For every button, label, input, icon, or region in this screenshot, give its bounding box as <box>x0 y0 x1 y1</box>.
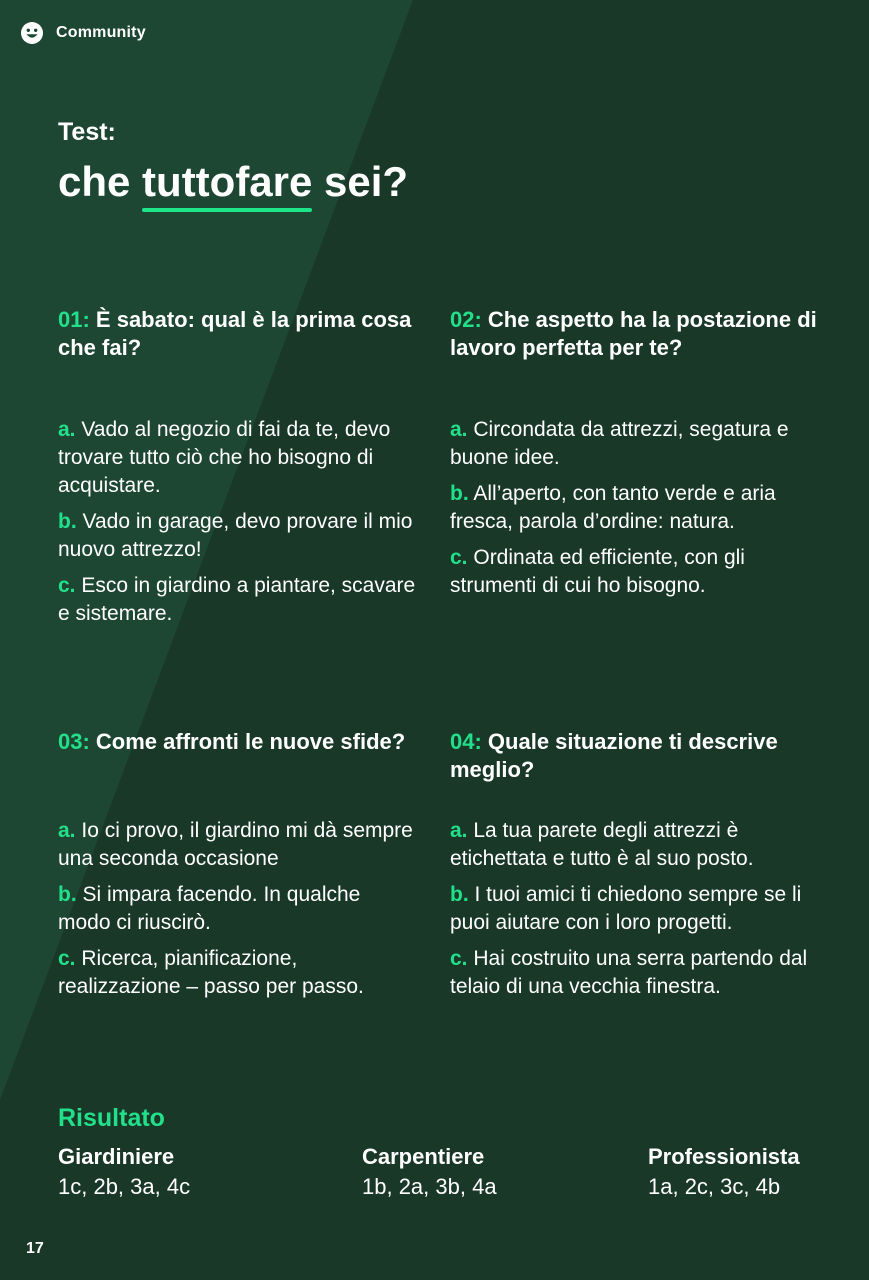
answer-a <box>58 416 418 500</box>
answer-text: Io ci provo, il giardino mi dà sempre una seconda occasione <box>58 819 413 870</box>
answer-text: Ricerca, pianificazione, realizzazione – passo per passo. <box>58 947 364 998</box>
answer-a <box>58 817 418 873</box>
answer-letter: a. <box>450 418 468 441</box>
answer-text: Ordinata ed efficiente, con gli strumenti di cui ho bisogno. <box>450 546 745 597</box>
result-name: Carpentiere <box>362 1144 485 1169</box>
answer-text: Vado al negozio di fai da te, devo trovare tutto ciò che ho bisogno di acquistare. <box>58 418 391 497</box>
answer-letter: a. <box>58 819 76 842</box>
answer-a <box>450 817 830 873</box>
title-kicker: Test: <box>58 118 116 146</box>
smiley-face-icon <box>20 21 44 45</box>
answer-letter: a. <box>450 819 468 842</box>
page-title <box>58 158 408 206</box>
title-before: che <box>58 158 131 205</box>
result-name: Professionista <box>648 1144 800 1169</box>
answer-letter: b. <box>58 510 77 533</box>
question-title <box>58 306 418 362</box>
answer-letter: b. <box>58 883 77 906</box>
answer-a <box>450 416 830 472</box>
result-codes: 1b, 2a, 3b, 4a <box>362 1174 497 1199</box>
answer-b <box>58 881 418 937</box>
question-title <box>450 306 830 362</box>
question-title <box>58 728 418 756</box>
result-item <box>648 1142 800 1202</box>
result-item <box>362 1142 497 1202</box>
answer-b <box>58 508 418 564</box>
answer-text: Circondata da attrezzi, segatura e buone idee. <box>450 418 789 469</box>
question-number: 03: <box>58 729 90 754</box>
question-title <box>450 728 830 784</box>
answer-text: All’aperto, con tanto verde e aria fresca, parola d’ordine: natura. <box>450 482 776 533</box>
question-number: 02: <box>450 307 482 332</box>
answer-letter: c. <box>450 546 468 569</box>
answer-text: La tua parete degli attrezzi è etichettata e tutto è al suo posto. <box>450 819 754 870</box>
answer-list <box>58 416 418 636</box>
answer-letter: b. <box>450 482 469 505</box>
question-1 <box>58 306 418 625</box>
answer-letter: a. <box>58 418 76 441</box>
answer-c <box>58 572 418 628</box>
question-4 <box>450 728 830 998</box>
section-label: Community <box>56 24 146 41</box>
answer-list <box>58 817 418 1009</box>
answer-c <box>58 945 418 1001</box>
title-highlight: tuttofare <box>142 158 313 205</box>
question-text: Che aspetto ha la postazione di lavoro perfetta per te? <box>450 307 817 360</box>
answer-text: Si impara facendo. In qualche modo ci riuscirò. <box>58 883 361 934</box>
result-codes: 1a, 2c, 3c, 4b <box>648 1174 781 1199</box>
answer-letter: c. <box>450 947 468 970</box>
answer-text: Hai costruito una serra partendo dal telaio di una vecchia finestra. <box>450 947 808 998</box>
answer-c <box>450 945 830 1001</box>
answer-list <box>450 416 830 608</box>
question-2 <box>450 306 830 597</box>
answer-text: Esco in giardino a piantare, scavare e sistemare. <box>58 574 416 625</box>
answer-list <box>450 817 830 1009</box>
answer-b <box>450 480 830 536</box>
answer-text: Vado in garage, devo provare il mio nuovo attrezzo! <box>58 510 413 561</box>
answer-text: I tuoi amici ti chiedono sempre se li puoi aiutare con i loro progetti. <box>450 883 802 934</box>
results-heading: Risultato <box>58 1104 165 1132</box>
result-codes: 1c, 2b, 3a, 4c <box>58 1174 191 1199</box>
answer-letter: c. <box>58 947 76 970</box>
answer-c <box>450 544 830 600</box>
section-header <box>20 20 146 46</box>
question-text: Come affronti le nuove sfide? <box>95 729 406 754</box>
question-text: Quale situazione ti descrive meglio? <box>450 729 778 782</box>
answer-b <box>450 881 830 937</box>
title-after: sei? <box>324 158 409 205</box>
page-number: 17 <box>26 1240 44 1257</box>
answer-letter: c. <box>58 574 76 597</box>
question-number: 04: <box>450 729 482 754</box>
result-item <box>58 1142 190 1202</box>
question-number: 01: <box>58 307 90 332</box>
question-3 <box>58 728 418 998</box>
question-text: È sabato: qual è la prima cosa che fai? <box>58 307 412 360</box>
answer-letter: b. <box>450 883 469 906</box>
result-name: Giardiniere <box>58 1144 175 1169</box>
